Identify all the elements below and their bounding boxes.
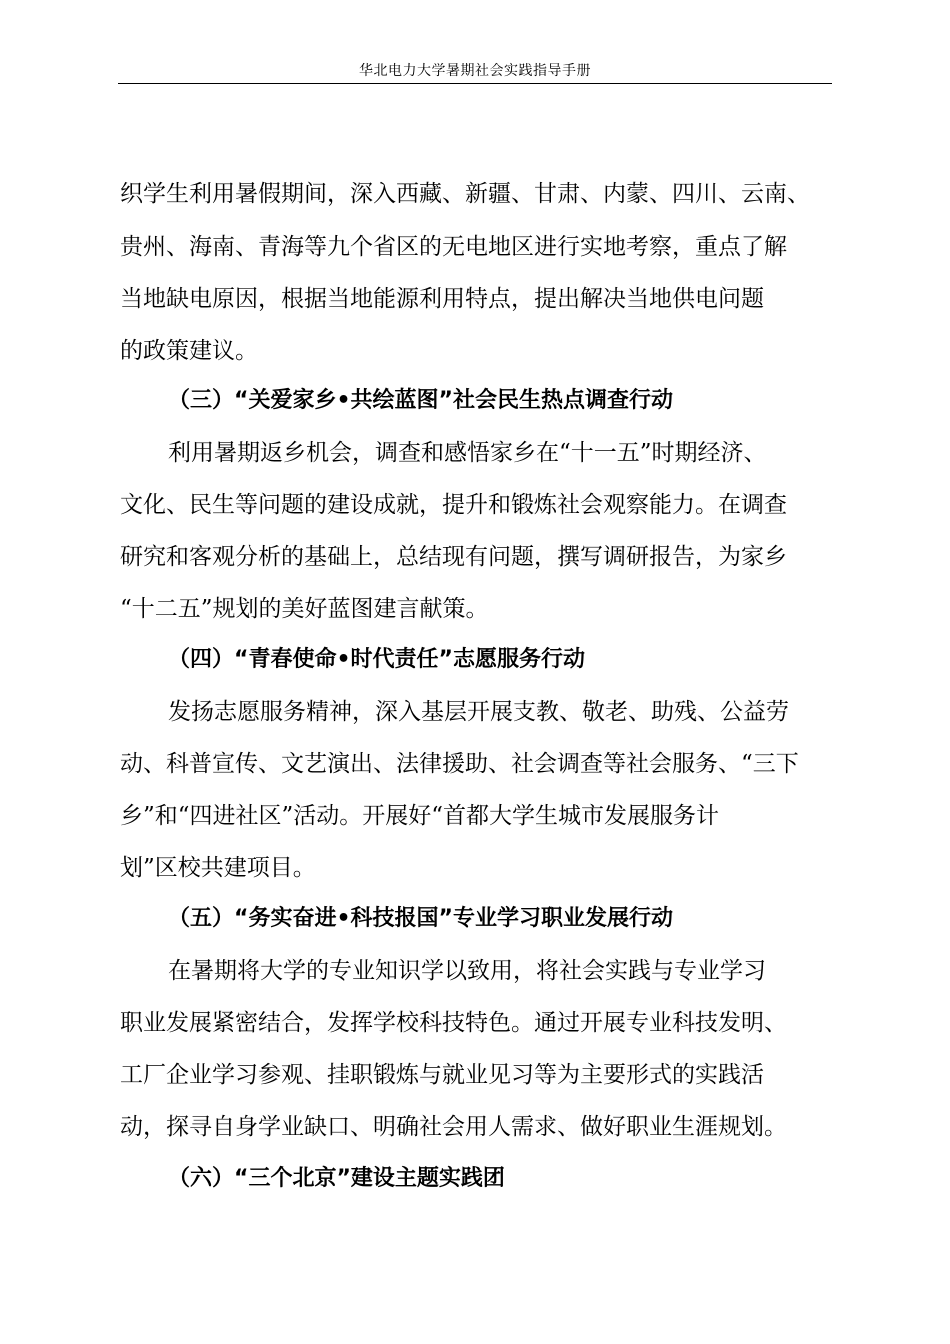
paragraph-line: 划”区校共建项目。	[120, 855, 316, 881]
paragraph-line: 利用暑期返乡机会，调查和感悟家乡在“十一五”时期经济、	[168, 440, 767, 466]
paragraph-line: 乡”和“四进社区”活动。开展好“首都大学生城市发展服务计	[120, 803, 720, 829]
paragraph-line: 动，探寻自身学业缺口、明确社会用人需求、做好职业生涯规划。	[120, 1114, 787, 1140]
paragraph-line: 研究和客观分析的基础上，总结现有问题，撰写调研报告，为家乡	[120, 544, 787, 570]
paragraph-line: 文化、民生等问题的建设成就，提升和锻炼社会观察能力。在调查	[120, 492, 787, 518]
paragraph-line: 发扬志愿服务精神，深入基层开展支教、敬老、助残、公益劳	[168, 699, 789, 725]
paragraph-line: 动、科普宣传、文艺演出、法律援助、社会调查等社会服务、“三下	[120, 751, 799, 777]
paragraph-line: 织学生利用暑假期间，深入西藏、新疆、甘肃、内蒙、四川、云南、	[120, 181, 810, 207]
paragraph-line: 职业发展紧密结合，发挥学校科技特色。通过开展专业科技发明、	[120, 1010, 787, 1036]
paragraph-line: “十二五”规划的美好蓝图建言献策。	[120, 596, 489, 622]
section-heading: （四）“青春使命•时代责任”志愿服务行动	[168, 647, 585, 672]
paragraph-line: 当地缺电原因，根据当地能源利用特点，提出解决当地供电问题	[120, 286, 764, 312]
paragraph-line: 的政策建议。	[120, 338, 258, 364]
section-heading: （五）“务实奋进•科技报国”专业学习职业发展行动	[168, 906, 673, 931]
paragraph-line: 工厂企业学习参观、挂职锻炼与就业见习等为主要形式的实践活	[120, 1062, 764, 1088]
section-heading: （三）“关爱家乡•共绘蓝图”社会民生热点调查行动	[168, 388, 673, 413]
header-rule	[118, 83, 832, 84]
paragraph-line: 在暑期将大学的专业知识学以致用，将社会实践与专业学习	[168, 958, 766, 984]
section-heading: （六）“三个北京”建设主题实践团	[168, 1166, 505, 1191]
running-header: 华北电力大学暑期社会实践指导手册	[359, 63, 591, 79]
paragraph-line: 贵州、海南、青海等九个省区的无电地区进行实地考察，重点了解	[120, 234, 787, 260]
